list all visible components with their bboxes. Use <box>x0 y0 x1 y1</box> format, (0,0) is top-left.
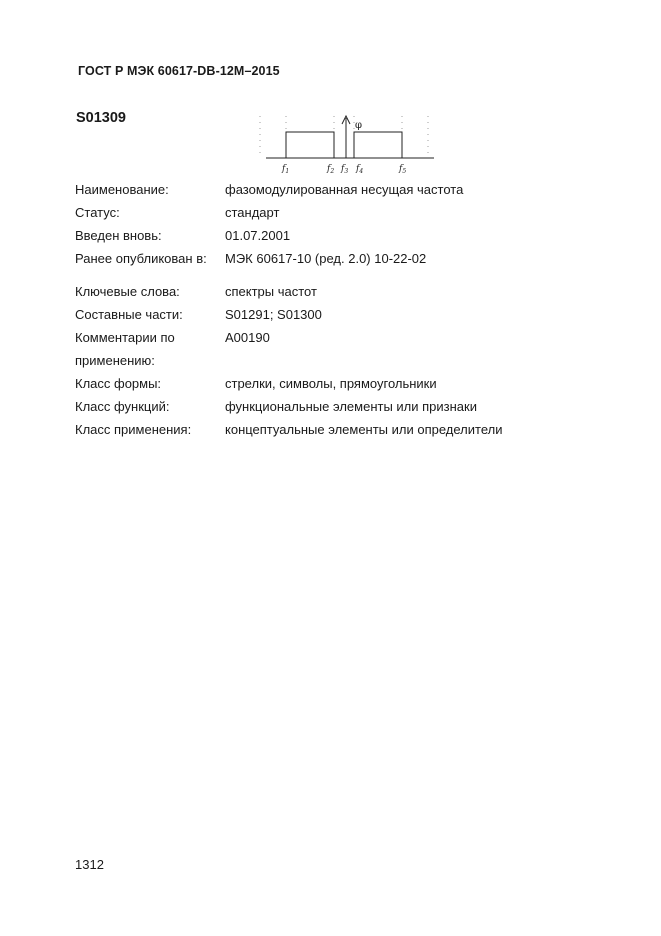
field-value: МЭК 60617-10 (ред. 2.0) 10-22-02 <box>225 251 427 266</box>
field-value: стандарт <box>225 205 280 220</box>
freq-label-f4: $f_4$ <box>356 164 364 175</box>
grid-dots <box>260 116 428 158</box>
field-row-status <box>75 201 595 224</box>
field-label: Статус: <box>75 205 120 220</box>
field-value: S01291; S01300 <box>225 307 322 322</box>
field-row-keywords <box>75 280 595 303</box>
field-label: Класс применения: <box>75 422 192 437</box>
field-value: фазомодулированная несущая частота <box>225 182 464 197</box>
field-row-function-class <box>75 395 595 418</box>
field-value <box>225 349 595 372</box>
section-gap <box>75 270 595 280</box>
field-label: Составные части: <box>75 307 183 322</box>
field-label: Класс формы: <box>75 376 162 391</box>
freq-label-f1: $f_1$ <box>282 164 290 175</box>
field-value: спектры частот <box>225 284 317 299</box>
field-row-comments-cont <box>75 349 595 372</box>
field-value: функциональные элементы или признаки <box>225 399 477 414</box>
field-row-published <box>75 247 595 270</box>
field-row-form-class <box>75 372 595 395</box>
field-row-components <box>75 303 595 326</box>
symbol-fields <box>75 178 595 441</box>
spectrum-band-left <box>286 132 334 158</box>
field-row-name <box>75 178 595 201</box>
field-value: стрелки, символы, прямоугольники <box>225 376 437 391</box>
field-label: Наименование: <box>75 182 169 197</box>
symbol-code: S01309 <box>76 110 126 126</box>
phase-label: φ <box>355 120 363 131</box>
field-label: Комментарии по <box>75 330 175 345</box>
field-label: Введен вновь: <box>75 228 162 243</box>
field-row-comments <box>75 326 595 349</box>
field-value: 01.07.2001 <box>225 228 291 243</box>
page-number: 1312 <box>75 857 104 872</box>
freq-label-f2: $f_2$ <box>327 164 335 175</box>
field-value: A00190 <box>225 330 270 345</box>
field-label: Класс функций: <box>75 399 170 414</box>
spectrum-band-right <box>354 132 402 158</box>
field-label: Ключевые слова: <box>75 284 180 299</box>
document-header: ГОСТ Р МЭК 60617-DB-12M–2015 <box>78 64 280 78</box>
freq-label-f3: $f_3$ <box>341 164 349 175</box>
field-label: применению: <box>75 353 155 368</box>
field-value: концептуальные элементы или определители <box>225 422 503 437</box>
freq-label-f5: $f_5$ <box>399 164 407 175</box>
field-row-introduced <box>75 224 595 247</box>
field-label: Ранее опубликован в: <box>75 251 207 266</box>
field-row-application-class <box>75 418 595 441</box>
symbol-figure <box>256 108 436 176</box>
